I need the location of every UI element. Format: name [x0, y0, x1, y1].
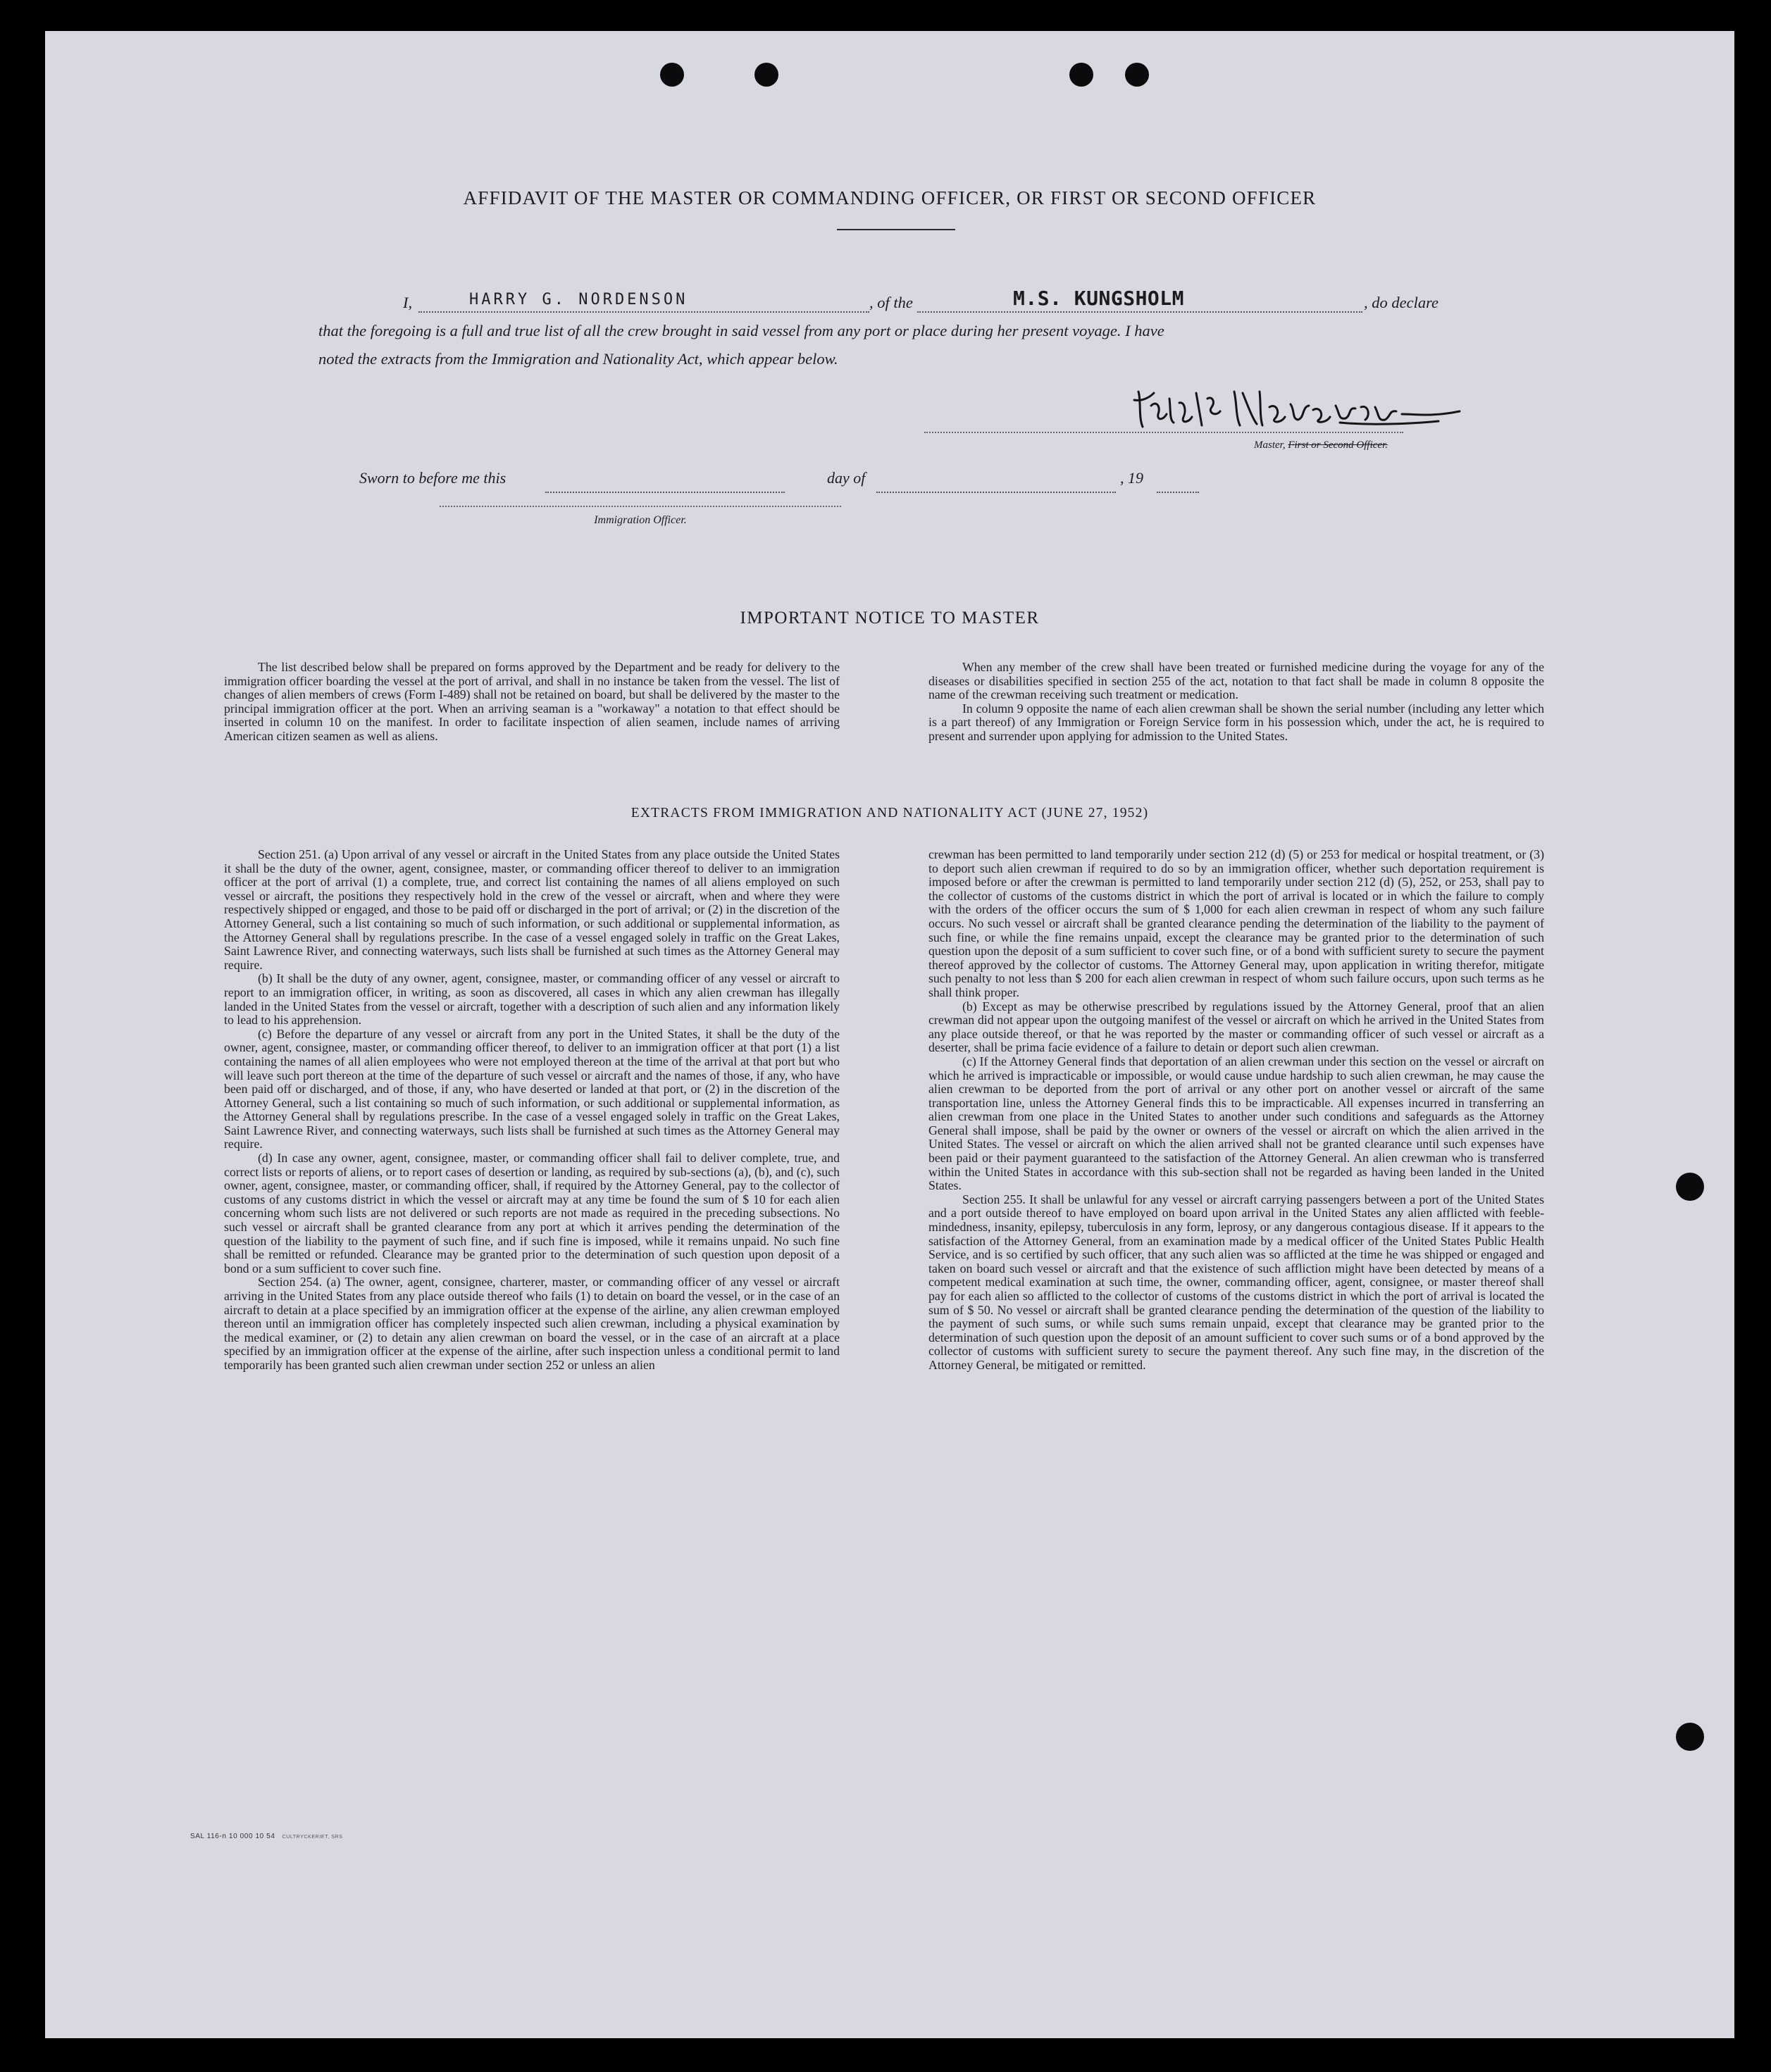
- act-paragraph: (b) Except as may be otherwise prescribed by regulations issued by the Attorney General, proof that an alien crewman did not appear upon the outgoing manifest of the vessel or aircraft on which he arrived in the United States from any place outside thereof, or that he was reported by the master or commanding officer of such vessel or aircraft as a deserter, shall be prima facie evidence of a failure to detain or deport such alien crewman.: [928, 999, 1544, 1055]
- form-footer: [190, 1833, 343, 1840]
- extracts-title: EXTRACTS FROM IMMIGRATION AND NATIONALITY ACT (JUNE 27, 1952): [630, 806, 1149, 820]
- declaration-block: [318, 289, 1461, 373]
- notice-right-column: [928, 661, 1544, 744]
- day-of-label: day of: [827, 469, 866, 487]
- affidavit-title: AFFIDAVIT OF THE MASTER OR COMMANDING OFFICER, OR FIRST OR SECOND OFFICER: [463, 187, 1317, 208]
- do-declare-label: , do declare: [1364, 294, 1439, 311]
- act-paragraph: crewman has been permitted to land temporarily under section 212 (d) (5) or 253 for medical or hospital treatment, or (3) to deport such alien crewman if required to do so by an immigration officer, whether such deportation requirement is imposed before or after the crewman is permitted to land temporarily under section 212 (d) (5), 252, or 253, shall pay to the collector of customs of the customs district in which the port of arrival is located or in which the failure to comply with the orders of the officer occurs the sum of $ 1,000 for each alien crewman in respect of whom any such failure occurs. No such vessel or aircraft shall be granted clearance pending the determination of the liability to the payment of such fine, or while the fine remains unpaid, except the clearance may be granted prior to the determination of such question upon the deposit of a sum sufficient to cover such fine, or of a bond with sufficient surety to secure the payment thereof approved by the collector of customs. The Attorney General may, upon application in writing therefor, mitigate such penalty to not less than $ 200 for each alien crewman in respect of whom such failure occurs, upon such terms as he shall think proper.: [928, 847, 1544, 999]
- officer-name: HARRY G. NORDENSON: [469, 291, 688, 308]
- act-paragraph: (d) In case any owner, agent, consignee, master, or commanding officer shall fail to deliver complete, true, and correct lists or reports of aliens, or to report cases of desertion or landing, as required by sub-sections (a), (b), and (c), such owner, agent, consignee, master, or commanding officer, shall, if required by the Attorney General, pay to the collector of customs of any customs district in which the vessel or aircraft may at any time be found the sum of $ 10 for each alien concerning whom such lists are not delivered or such reports are not made as required in the preceding subsections. No such vessel or aircraft shall be granted clearance from any port at which it arrives pending the determination of the question of the liability to the payment of such fine, and if such fine is imposed, while it remains unpaid. No such fine shall be remitted or refunded. Clearance may be granted prior to the determination of such question upon deposit of a bond or a sum sufficient to cover such fine.: [224, 1151, 840, 1275]
- sworn-year-fill: [1157, 492, 1199, 493]
- punch-hole: [754, 63, 778, 87]
- struck-officer-label: First or Second Officer.: [1288, 439, 1388, 451]
- signature-caption: [1254, 439, 1388, 451]
- act-paragraph: Section 251. (a) Upon arrival of any vessel or aircraft in the United States from any place outside the United States it shall be the duty of the owner, agent, consignee, master, or commanding officer thereof to deliver to an immigration officer at the port of arrival (1) a complete, true, and correct list containing the names of all aliens employed on such vessel or aircraft, the positions they respectively hold in the crew of the vessel or aircraft, when and where they were respectively shipped or engaged, and those to be paid off or discharged in the port of arrival; or (2) in the discretion of the Attorney General, such a list containing so much of such information, or such additional or supplemental information, as the Attorney General shall by regulations prescribe. In the case of a vessel engaged solely in traffic on the Great Lakes, Saint Lawrence River, and connecting waterways, such lists shall be furnished at such times as the Attorney General may require.: [224, 847, 840, 972]
- vessel-name: M.S. KUNGSHOLM: [1013, 287, 1185, 310]
- declaration-line-3: noted the extracts from the Immigration and Nationality Act, which appear below.: [318, 350, 838, 368]
- year-label: , 19: [1120, 469, 1143, 487]
- extracts-right-column: [928, 848, 1544, 1373]
- declaration-line-1: [318, 289, 1461, 317]
- punch-hole: [1125, 63, 1149, 87]
- immigration-officer-caption: Immigration Officer.: [594, 514, 687, 526]
- sworn-day-fill: [545, 492, 785, 493]
- i-label: I,: [403, 294, 413, 311]
- act-paragraph: Section 254. (a) The owner, agent, consignee, charterer, master, or commanding officer of any vessel or aircraft arriving in the United States from any place outside thereof who fails (1) to detain on board the vessel, or in the case of an aircraft to detain at a place specified by an immigration officer at the expense of the airline, any alien crewman employed thereon until an immigration officer has completely inspected such alien crewman, including a physical examination by the medical examiner, or (2) to detain any alien crewman on board the vessel, or in the case of an aircraft at a place specified by an immigration officer at the expense of the airline, after such inspection unless a conditional permit to land temporarily has been granted such alien crewman under section 252 or unless an alien: [224, 1275, 840, 1372]
- master-label: Master,: [1254, 439, 1288, 451]
- signature-graphic: [1129, 386, 1481, 437]
- punch-hole: [1676, 1723, 1704, 1751]
- sworn-month-fill: [876, 492, 1116, 493]
- notice-title: IMPORTANT NOTICE TO MASTER: [740, 609, 1040, 628]
- form-sheet: [45, 31, 1734, 2038]
- printer-mark: CULTRYCKERIET, SRS: [282, 1835, 343, 1840]
- punch-hole: [1069, 63, 1093, 87]
- sworn-line: [359, 469, 1233, 497]
- punch-hole: [1676, 1173, 1704, 1201]
- master-signature-block: [924, 383, 1460, 461]
- notice-paragraph: The list described below shall be prepared on forms approved by the Department and be ready for delivery to the immigration officer boarding the vessel at the port of arrival, and shall in no instance be taken from the vessel. The list of changes of alien members of crews (Form I-489) shall not be retained on board, but shall be delivered by the master to the principal immigration officer at the port. When an arriving seaman is a "workaway" a notation to that effect should be inserted in column 10 on the manifest. In order to facilitate inspection of alien seamen, include names of arriving American citizen seamen as well as aliens.: [224, 660, 840, 743]
- act-paragraph: (c) Before the departure of any vessel or aircraft from any port in the United States, it shall be the duty of the owner, agent, consignee, master, or commanding officer thereof, to deliver to an immigration officer at that port (1) a list containing the names of all alien employees who were not employed thereon at the time of the arrival at that port but who will leave such port thereon at the time of the departure of such vessel or aircraft and the names of those, if any, who have been paid off or discharged, and of those, if any, who have deserted or landed at that port, or (2) in the discretion of the Attorney General, such a list containing so much of such information, or such additional or supplemental information, as the Attorney General shall by regulations prescribe. In the case of a vessel engaged solely in traffic on the Great Lakes, Saint Lawrence River, and connecting waterways, such lists shall be furnished at such times as the Attorney General may require.: [224, 1026, 840, 1152]
- of-the-label: , of the: [869, 294, 913, 311]
- act-paragraph: (b) It shall be the duty of any owner, agent, consignee, master, or commanding officer of any vessel or aircraft to report to an immigration officer, in writing, as soon as discovered, all cases in which any alien crewman has illegally landed in the United States from the vessel or aircraft, together with a description of such alien and any information likely to lead to his apprehension.: [224, 971, 840, 1028]
- punch-hole: [660, 63, 684, 87]
- act-paragraph: Section 255. It shall be unlawful for any vessel or aircraft carrying passengers between a port of the United States and a port outside thereof to have employed on board upon arrival in the United States any alien afflicted with feeble-mindedness, insanity, epilepsy, tuberculosis in any form, leprosy, or any dangerous contagious disease. If it appears to the satisfaction of the Attorney General, from an examination made by a medical officer of the United States Public Health Service, and is so certified by such officer, that any such alien was so afflicted at the time he was shipped or engaged and taken on board such vessel or aircraft and that the existence of such affliction might have been detected by means of a competent medical examination at such time, the owner, commanding officer, agent, consignee, or master thereof shall pay for each alien so afflicted to the collector of customs of the customs district in which the port of arrival is located the sum of $ 50. No vessel or aircraft shall be granted clearance pending the determination of the question of the liability to the payment of such sums, or while such sums remain unpaid, except that clearance may be granted prior to the determination of such question upon the deposit of an amount sufficient to cover such sums or of a bond approved by the collector of customs with sufficient surety to secure the payment thereof. Any such fine may, in the discretion of the Attorney General, be mitigated or remitted.: [928, 1192, 1544, 1372]
- title-divider: [837, 229, 955, 230]
- extracts-left-column: [224, 848, 840, 1373]
- immigration-officer-line: [440, 506, 841, 507]
- declaration-line-2: that the foregoing is a full and true list of all the crew brought in said vessel from any port or place during her present voyage. I have: [318, 322, 1164, 339]
- signature-line: [924, 432, 1403, 433]
- form-number: SAL 116-n 10 000 10 54: [190, 1833, 275, 1840]
- sworn-label: Sworn to before me this: [359, 469, 507, 487]
- notice-paragraph: In column 9 opposite the name of each alien crewman shall be shown the serial number (including any letter which is a part thereof) of any Immigration or Foreign Service form in his possession which, under the act, he is required to present and surrender upon applying for admission to the United States.: [928, 701, 1544, 743]
- act-paragraph: (c) If the Attorney General finds that deportation of an alien crewman under this section on the vessel or aircraft on which he arrived is impracticable or impossible, or would cause undue hardship to such alien crewman, he may cause the alien crewman to be deported from the port of arrival or any other port on another vessel or aircraft of the same transportation line, unless the Attorney General finds this to be impracticable. All expenses incurred in transferring an alien crewman from one place in the United States to another under such conditions and safeguards as the Attorney General shall impose, shall be paid by the owner or owners of the vessel or aircraft on which the alien arrived in the United States. The vessel or aircraft on which the alien arrived shall not be granted clearance until such expenses have been paid or their payment guaranteed to the satisfaction of the Attorney General. An alien crewman who is transferred within the United States in accordance with this sub-section shall not be regarded as having been landed in the United States.: [928, 1054, 1544, 1193]
- notice-left-column: [224, 661, 840, 744]
- notice-paragraph: When any member of the crew shall have been treated or furnished medicine during the voyage for any of the diseases or disabilities specified in section 255 of the act, notation to that fact shall be made in column 8 opposite the name of the crewman receiving such treatment or medication.: [928, 660, 1544, 702]
